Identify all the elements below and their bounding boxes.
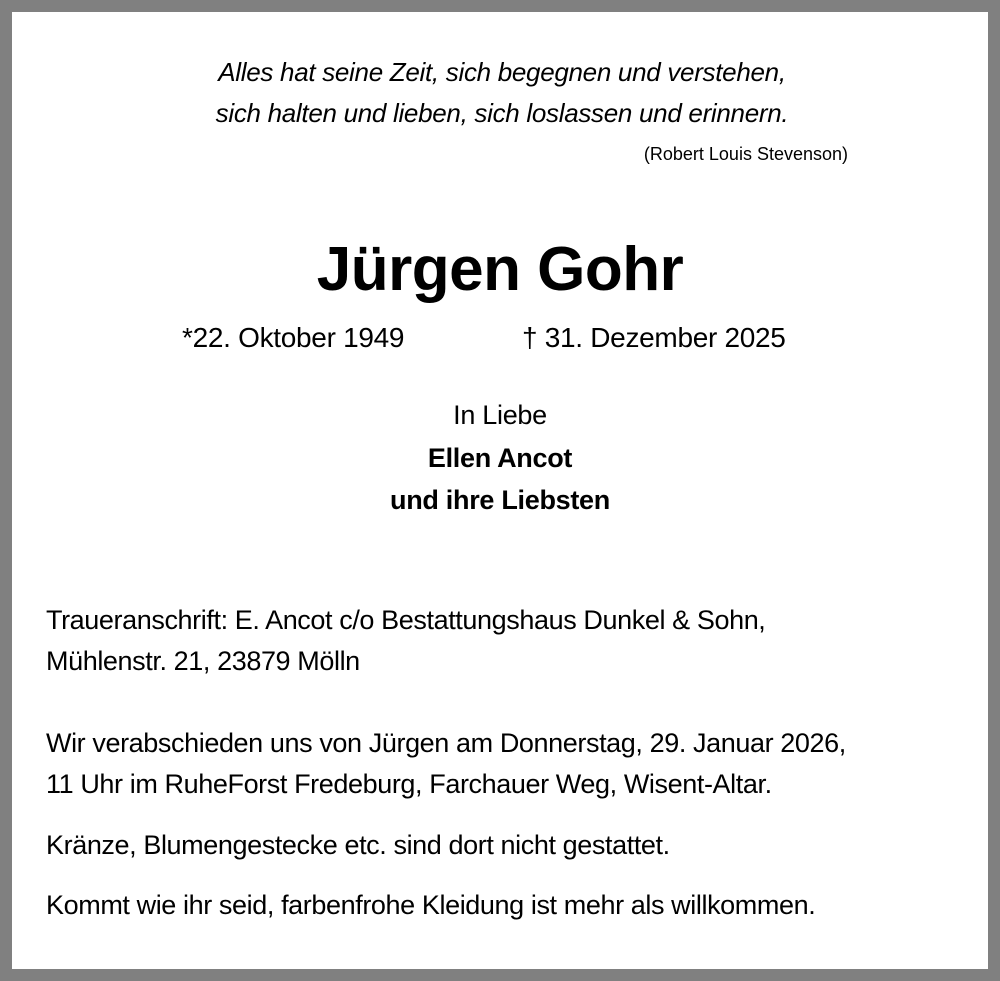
dress-note: Kommt wie ihr seid, farbenfrohe Kleidung ist mehr als willkommen. bbox=[46, 890, 816, 920]
death-date: † 31. Dezember 2025 bbox=[522, 322, 786, 353]
mourner-name: Ellen Ancot bbox=[427, 443, 573, 473]
birth-date: *22. Oktober 1949 bbox=[182, 322, 405, 353]
flowers-note: Kränze, Blumengestecke etc. sind dort nicht gestattet. bbox=[46, 830, 670, 860]
address-line-2: Mühlenstr. 21, 23879 Mölln bbox=[46, 646, 360, 676]
quote-author: (Robert Louis Stevenson) bbox=[643, 144, 848, 164]
ceremony-line-2: 11 Uhr im RuheForst Fredeburg, Farchauer Weg, Wisent-Altar. bbox=[46, 769, 772, 799]
quote-line-1: Alles hat seine Zeit, sich begegnen und verstehen, bbox=[218, 57, 786, 87]
ceremony-line-1: Wir verabschieden uns von Jürgen am Donnerstag, 29. Januar 2026, bbox=[46, 728, 846, 758]
address-line-1: Traueranschrift: E. Ancot c/o Bestattungshaus Dunkel & Sohn, bbox=[46, 605, 766, 635]
obituary-notice bbox=[12, 12, 988, 969]
quote-line-2: sich halten und lieben, sich loslassen und erinnern. bbox=[215, 98, 789, 128]
mourners-intro: In Liebe bbox=[453, 400, 547, 430]
mourner-family: und ihre Liebsten bbox=[390, 485, 610, 515]
deceased-name: Jürgen Gohr bbox=[316, 235, 684, 304]
